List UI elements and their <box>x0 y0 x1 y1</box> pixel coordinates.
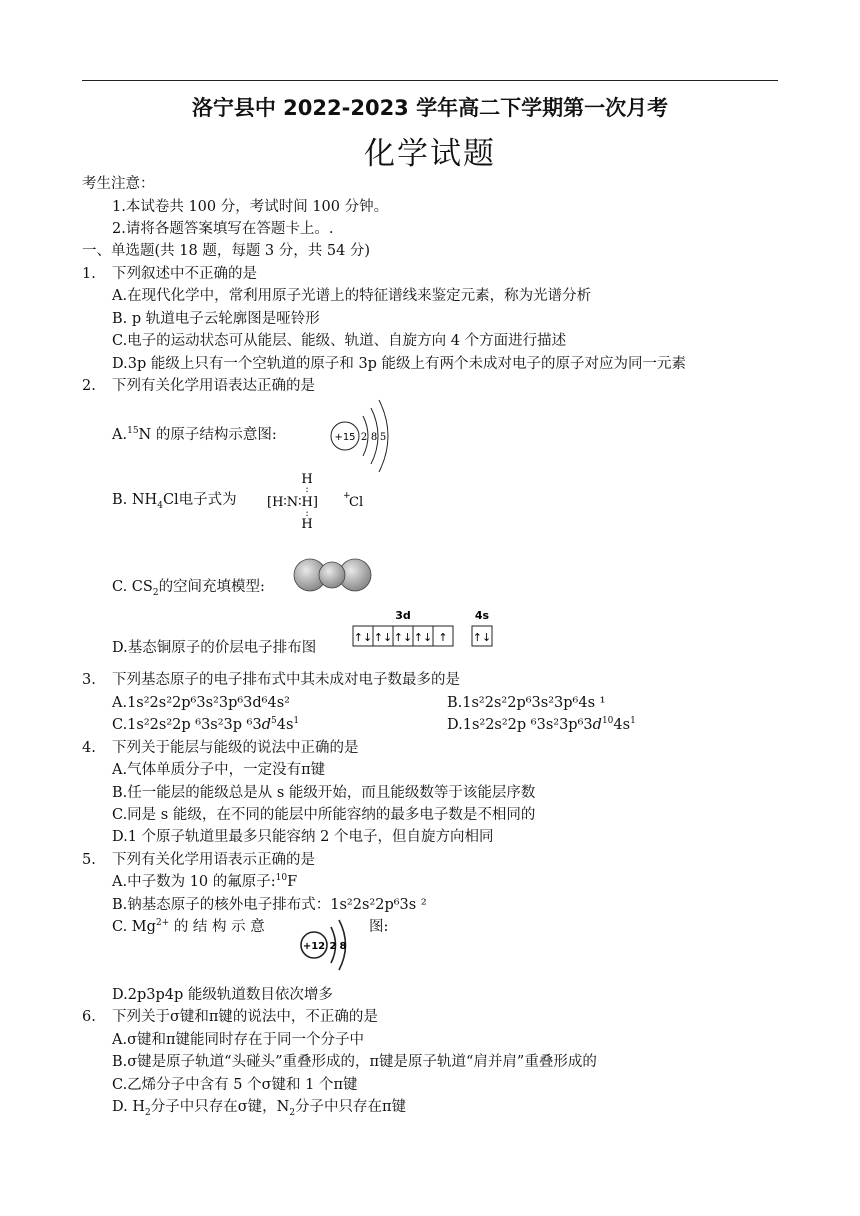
q2-b-electron-formula <box>265 470 375 532</box>
q2-b-text: Cl电子式为 <box>162 492 237 508</box>
q2-b-top-dots: : <box>305 484 309 495</box>
q1-option-c: C.电子的运动状态可从能层、能级、轨道、自旋方向 4 个方面进行描述 <box>112 333 567 349</box>
q2-d-label-4s: 4s <box>474 609 490 622</box>
q2-option-b <box>112 490 237 510</box>
q2-a-mass-number: 15 <box>127 426 139 437</box>
q6-option-a: A.σ键和π键能同时存在于同一个分子中 <box>112 1032 365 1048</box>
q2-b-bracket-row: [H∶N∶H] <box>267 495 318 510</box>
q2-c-subscript: 2 <box>152 587 159 598</box>
q6-option-c: C.乙烯分子中含有 5 个σ键和 1 个π键 <box>112 1077 358 1093</box>
q2-d-3d-arrows-1: ↑↓ <box>353 631 373 644</box>
q2-option-c <box>112 577 265 597</box>
q6-d-middle: 分子中只存在σ键，N <box>150 1099 290 1115</box>
q5-c-shell-count-1: 2 <box>329 941 337 952</box>
q2-d-label-3d: 3d <box>395 609 411 622</box>
header-rule <box>82 80 778 81</box>
note-item-1: 1.本试卷共 100 分，考试时间 100 分钟。 <box>112 199 389 215</box>
q2-b-bottom-h: H <box>301 517 313 532</box>
q5-c-ion-diagram <box>298 918 354 972</box>
q3-number: 3. <box>82 672 96 688</box>
q5-option-d: D.2p3p4p 能级轨道数目依次增多 <box>112 987 333 1003</box>
q2-c-space-filling-model <box>292 556 374 594</box>
q5-c-nucleus-label: +12 <box>302 941 326 952</box>
q6-option-b: B.σ键是原子轨道“头碰头”重叠形成的，π键是原子轨道“肩并肩”重叠形成的 <box>112 1054 597 1070</box>
q1-option-b: B. p 轨道电子云轮廓图是哑铃形 <box>112 311 320 327</box>
q2-b-prefix: B. NH <box>112 492 158 508</box>
q5-stem: 下列有关化学用语表示正确的是 <box>112 852 315 868</box>
q1-number: 1. <box>82 266 96 282</box>
q2-a-shell-count-1: 2 <box>360 432 368 443</box>
q5-c-shell-count-2: 8 <box>339 941 347 952</box>
q6-d-prefix: D. H <box>112 1099 145 1115</box>
q2-b-subscript: 4 <box>157 500 163 511</box>
q6-d-subscript-1: 2 <box>144 1107 151 1118</box>
exam-title: 洛宁县中 2022-2023 学年高二下学期第一次月考 <box>191 96 669 120</box>
q4-stem: 下列关于能层与能级的说法中正确的是 <box>112 740 359 756</box>
q2-stem: 下列有关化学用语表达正确的是 <box>112 378 315 394</box>
q6-d-subscript-2: 2 <box>289 1107 296 1118</box>
q4-option-a: A.气体单质分子中，一定没有π键 <box>112 762 326 778</box>
q2-d-4s-arrows: ↑↓ <box>472 631 492 644</box>
q3-d-s-count: 1 <box>630 716 636 727</box>
q3-d-d-count: 10 <box>601 716 614 727</box>
q3-c-s: 4s <box>276 717 294 733</box>
q5-option-c <box>112 917 265 937</box>
q2-d-3d-arrows-3: ↑↓ <box>393 631 413 644</box>
note-item-2: 2.请将各题答案填写在答题卡上。. <box>112 221 334 237</box>
q2-b-bottom-dots: : <box>305 508 309 519</box>
q3-d-d: d <box>592 717 602 733</box>
q3-stem: 下列基态原子的电子排布式中其未成对电子数最多的是 <box>112 672 460 688</box>
notes-heading: 考生注意： <box>82 176 155 192</box>
q5-a-symbol: F <box>287 874 298 890</box>
q3-option-c <box>112 715 299 735</box>
q5-c-text: 的 结 构 示 意 <box>169 919 265 935</box>
q5-option-b: B.钠基态原子的核外电子排布式：1s²2s²2p⁶3s ² <box>112 897 427 913</box>
q5-number: 5. <box>82 852 96 868</box>
q2-a-text: N 的原子结构示意图: <box>138 427 277 443</box>
q3-c-prefix: C.1s²2s²2p ⁶3s²3p ⁶3 <box>112 717 262 733</box>
q3-c-d: d <box>261 717 272 733</box>
q3-c-d-count: 5 <box>271 716 277 727</box>
q5-c-prefix: C. Mg <box>112 919 156 935</box>
q2-b-top-h: H <box>301 472 313 487</box>
q5-c-charge: 2+ <box>155 918 170 929</box>
q3-d-prefix: D.1s²2s²2p ⁶3s²3p⁶3 <box>447 717 593 733</box>
q2-option-a <box>112 425 277 445</box>
q6-option-d <box>112 1097 406 1117</box>
q2-d-3d-arrows-4: ↑↓ <box>413 631 433 644</box>
q1-option-d: D.3p 能级上只有一个空轨道的原子和 3p 能级上有两个未成对电子的原子对应为同一元素 <box>112 356 687 372</box>
q2-option-d: D.基态铜原子的价层电子排布图 <box>112 640 317 656</box>
q5-a-mass-number: 10 <box>275 873 288 884</box>
q3-option-a: A.1s²2s²2p⁶3s²3p⁶3d⁶4s² <box>112 695 290 711</box>
q3-c-s-count: 1 <box>293 716 300 727</box>
q2-b-chloride: Cl <box>349 495 364 510</box>
q5-option-a <box>112 872 297 892</box>
q5-c-suffix: 图: <box>369 919 389 935</box>
q5-a-prefix: A.中子数为 10 的氟原子: <box>112 874 276 890</box>
q3-option-b: B.1s²2s²2p⁶3s²3p⁶4s ¹ <box>447 695 606 711</box>
q2-a-nucleus-label: +15 <box>334 432 356 443</box>
q2-number: 2. <box>82 378 96 394</box>
q6-number: 6. <box>82 1009 96 1025</box>
q1-stem: 下列叙述中不正确的是 <box>112 266 257 282</box>
q4-option-b: B.任一能层的能级总是从 s 能级开始，而且能级数等于该能层序数 <box>112 785 536 801</box>
q6-stem: 下列关于σ键和π键的说法中，不正确的是 <box>112 1009 378 1025</box>
q4-option-d: D.1 个原子轨道里最多只能容纳 2 个电子，但自旋方向相同 <box>112 829 494 845</box>
q2-b-charge: + <box>343 491 351 501</box>
q2-d-orbital-diagram <box>353 608 503 652</box>
q3-d-s: 4s <box>613 717 631 733</box>
q2-d-3d-arrows-5: ↑ <box>438 631 448 644</box>
q2-a-shell-count-2: 8 <box>370 432 378 443</box>
q2-c-text: 的空间充填模型: <box>158 579 265 595</box>
q4-option-c: C.同是 s 能级，在不同的能层中所能容纳的最多电子数是不相同的 <box>112 807 536 823</box>
exam-subtitle: 化学试题 <box>364 136 496 172</box>
section-heading: 一、单选题(共 18 题，每题 3 分，共 54 分) <box>82 243 371 259</box>
q2-a-atom-diagram <box>325 400 395 472</box>
q6-d-suffix: 分子中只存在π键 <box>295 1099 407 1115</box>
q3-option-d <box>447 715 636 735</box>
q2-d-3d-arrows-2: ↑↓ <box>373 631 393 644</box>
q4-number: 4. <box>82 740 96 756</box>
q1-option-a: A.在现代化学中，常利用原子光谱上的特征谱线来鉴定元素，称为光谱分析 <box>112 288 592 304</box>
q2-a-prefix: A. <box>112 427 128 443</box>
q2-c-prefix: C. CS <box>112 579 153 595</box>
q2-c-carbon-ball <box>319 562 345 588</box>
q2-a-shell-count-3: 5 <box>379 432 387 443</box>
